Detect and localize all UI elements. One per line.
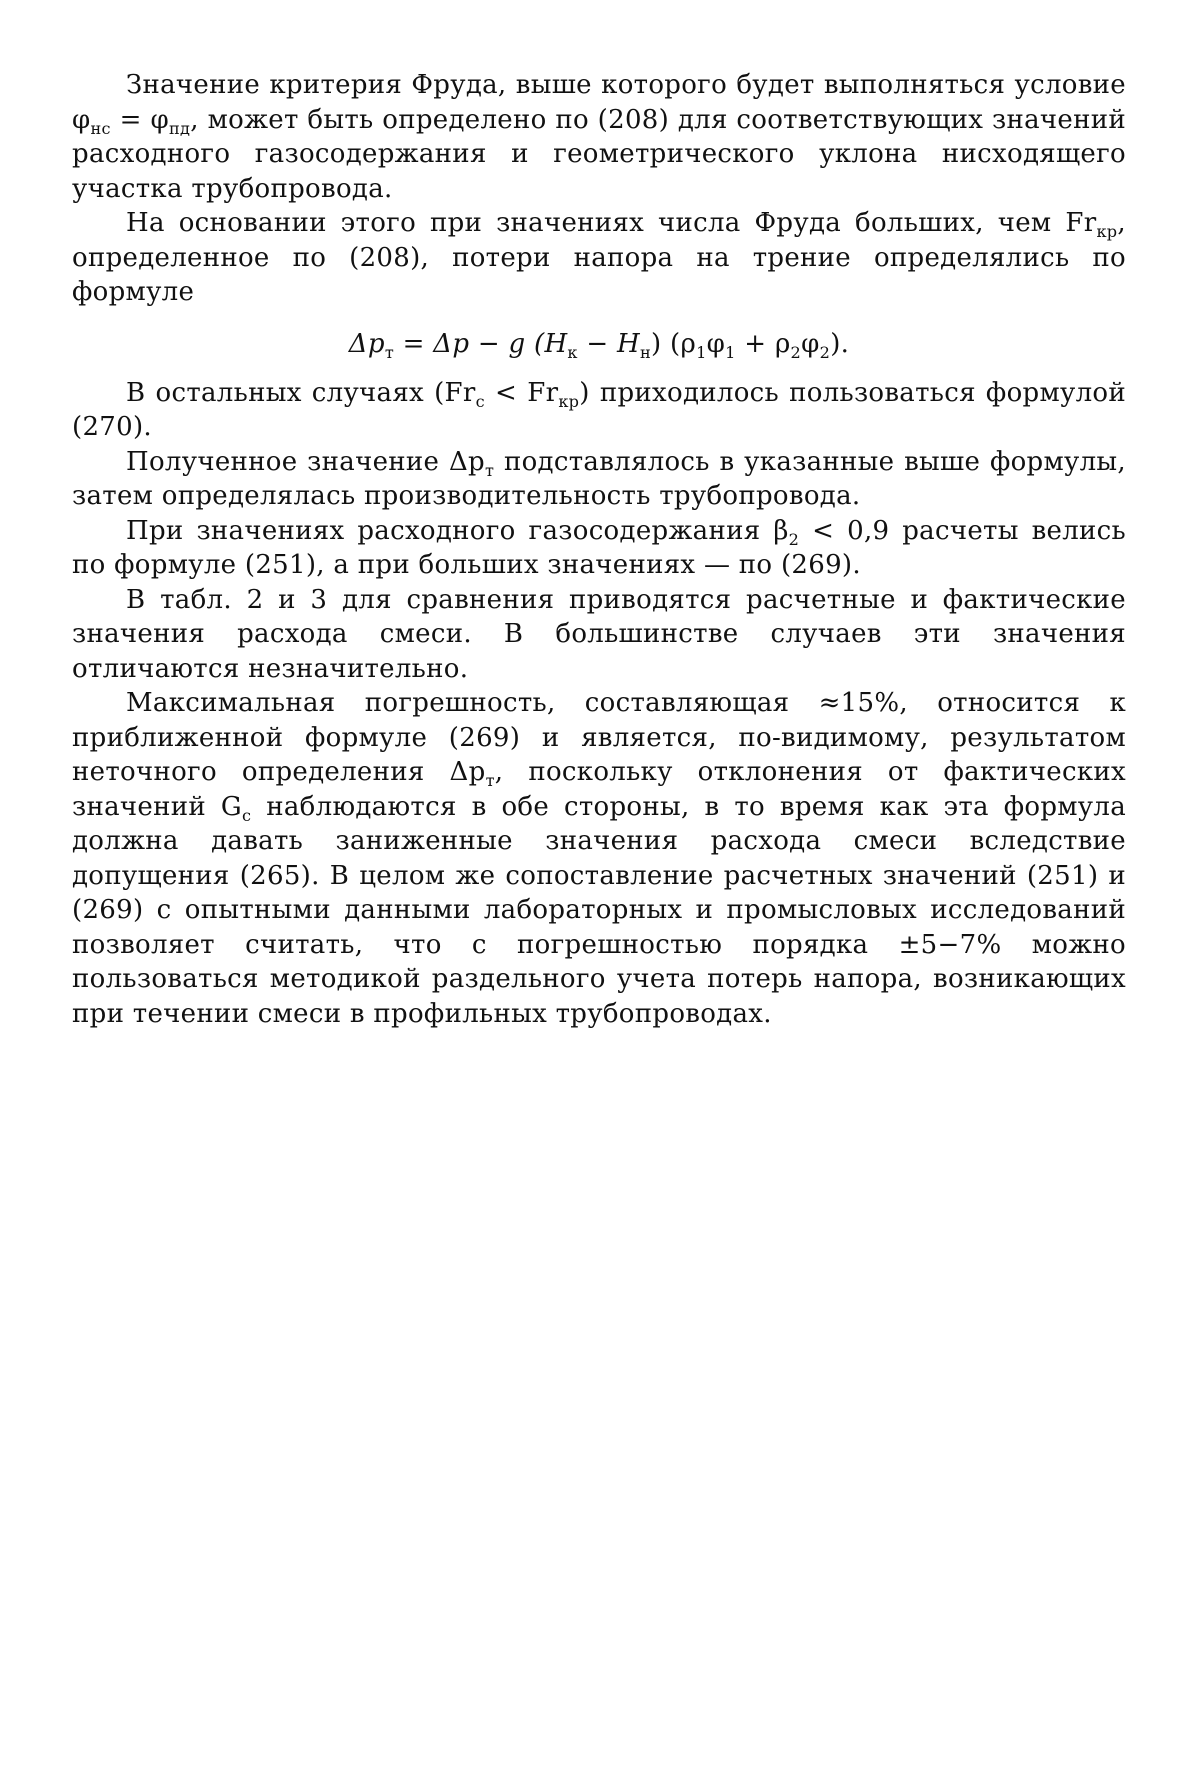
formula-part: φ — [801, 328, 820, 359]
text-run: Значение критерия Фруда, выше которого будет выполняться условие φ — [72, 70, 1126, 135]
subscript: т — [384, 342, 395, 362]
paragraph-7 — [72, 686, 1126, 1031]
subscript: с — [475, 391, 485, 411]
text-run: , поскольку отклонения от фактических значений G — [72, 757, 1126, 822]
paragraph-3 — [72, 376, 1126, 445]
text-run: В остальных случаях (Fr — [126, 377, 476, 408]
formula-part: ) (ρ — [651, 328, 697, 359]
subscript: пд — [169, 118, 191, 138]
text-run: На основании этого при значениях числа Фруда больших, чем Fr — [126, 208, 1097, 238]
formula-part: = Δp − g (H — [394, 328, 568, 359]
subscript: 1 — [696, 342, 707, 362]
subscript: к — [567, 342, 578, 362]
paragraph-2 — [72, 206, 1126, 310]
text-run: , может быть определено по (208) для соответствующих значений расходного газосодержания и геометрического уклона нисходящего участка трубопровода. — [72, 104, 1126, 204]
subscript: кр — [1096, 222, 1118, 242]
formula-part: ). — [830, 328, 850, 359]
paragraph-4 — [72, 445, 1126, 514]
text-run: В табл. 2 и 3 для сравнения приводятся расчетные и фактические значения расхода смеси. В большинстве случаев эти значения отличаются незначительно. — [72, 584, 1126, 684]
formula-friction-loss — [72, 324, 1126, 364]
subscript: т — [485, 771, 495, 791]
subscript: с — [241, 805, 252, 825]
formula-part: + ρ — [735, 328, 791, 359]
subscript: 2 — [819, 342, 831, 362]
text-run: < 0,9 расчеты велись по формуле (251), а при больших значениях — по (269). — [72, 515, 1126, 580]
paragraph-5 — [72, 514, 1126, 583]
subscript: н — [640, 342, 652, 362]
subscript: нс — [90, 118, 111, 138]
text-run: Полученное значение Δp — [126, 446, 485, 477]
subscript: 1 — [725, 342, 736, 362]
body-text — [72, 68, 1126, 1031]
subscript: кр — [558, 391, 580, 411]
formula-part: − H — [577, 328, 640, 359]
paragraph-1 — [72, 68, 1126, 206]
text-run: наблюдаются в обе стороны, в то время как эта формула должна давать заниженные значения расхода смеси вследствие допущения (265). В целом же сопоставление расчетных значений (251) и (269) с опытными данными лабораторных и промысловых исследований позволяет считать, что с погрешностью порядка ±5−7% можно пользоваться методикой раздельного учета потерь напора, возникающих при течении смеси в профильных трубопроводах. — [72, 791, 1127, 1029]
paragraph-6 — [72, 583, 1126, 687]
formula-part: φ — [706, 328, 726, 359]
text-run: При значениях расходного газосодержания β — [126, 515, 789, 546]
text-run: ) приходилось пользоваться формулой (270). — [72, 377, 1126, 442]
text-run: , определенное по (208), потери напора на трение определялись по формуле — [72, 208, 1126, 307]
text-run: = φ — [110, 104, 169, 135]
text-run: < Fr — [484, 377, 559, 408]
formula-part: Δp — [348, 328, 385, 359]
subscript: 2 — [788, 529, 800, 549]
text-run: Максимальная погрешность, составляющая ≈15%, относится к приближенной формуле (269) и является, по-видимому, результатом неточного определения Δp — [72, 688, 1126, 787]
subscript: т — [484, 460, 495, 480]
text-run: подставлялось в указанные выше формулы, затем определялась производительность трубопровода. — [72, 446, 1126, 511]
subscript: 2 — [790, 342, 802, 362]
